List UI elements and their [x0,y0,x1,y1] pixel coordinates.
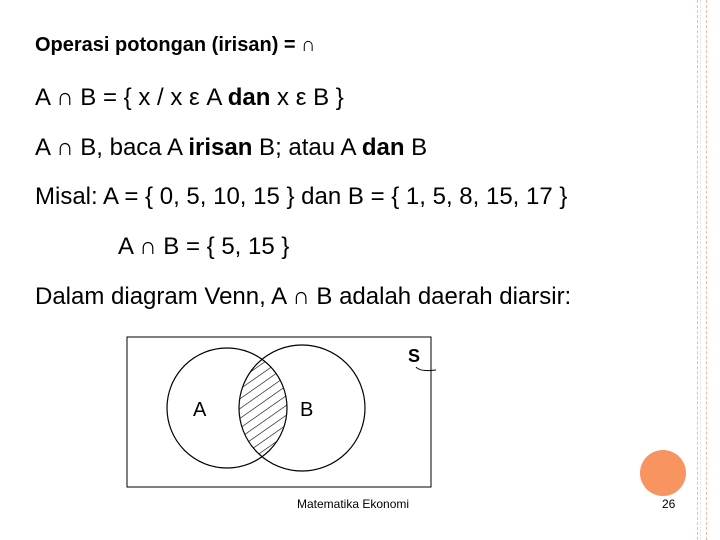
reading-bold-dan: dan [361,134,405,161]
reading-part-c: B [404,134,428,161]
set-b-label: B [300,399,314,421]
definition-rest: x ε B } [270,84,344,111]
universe-label-pointer [416,367,436,371]
slide-title: Operasi potongan (irisan) = ∩ [35,34,316,56]
definition-bold: dan [227,84,271,111]
result-line: A ∩ B = { 5, 15 } [118,233,290,260]
decorative-circle [640,450,686,496]
universe-label: S [408,346,421,366]
reading-part-b: B; atau A [252,134,362,161]
reading-bold-irisan: irisan [188,134,253,161]
reading-part-a: A ∩ B, baca A [35,134,189,161]
venn-caption: Dalam diagram Venn, A ∩ B adalah daerah diarsir: [35,283,572,310]
definition-text: A ∩ B = { x / x ε A [35,84,228,111]
page-number: 26 [662,497,676,511]
example-line: Misal: A = { 0, 5, 10, 15 } dan B = { 1, 5, 8, 15, 17 } [35,183,568,210]
set-a-label: A [193,399,207,421]
footer-text: Matematika Ekonomi [297,497,410,511]
